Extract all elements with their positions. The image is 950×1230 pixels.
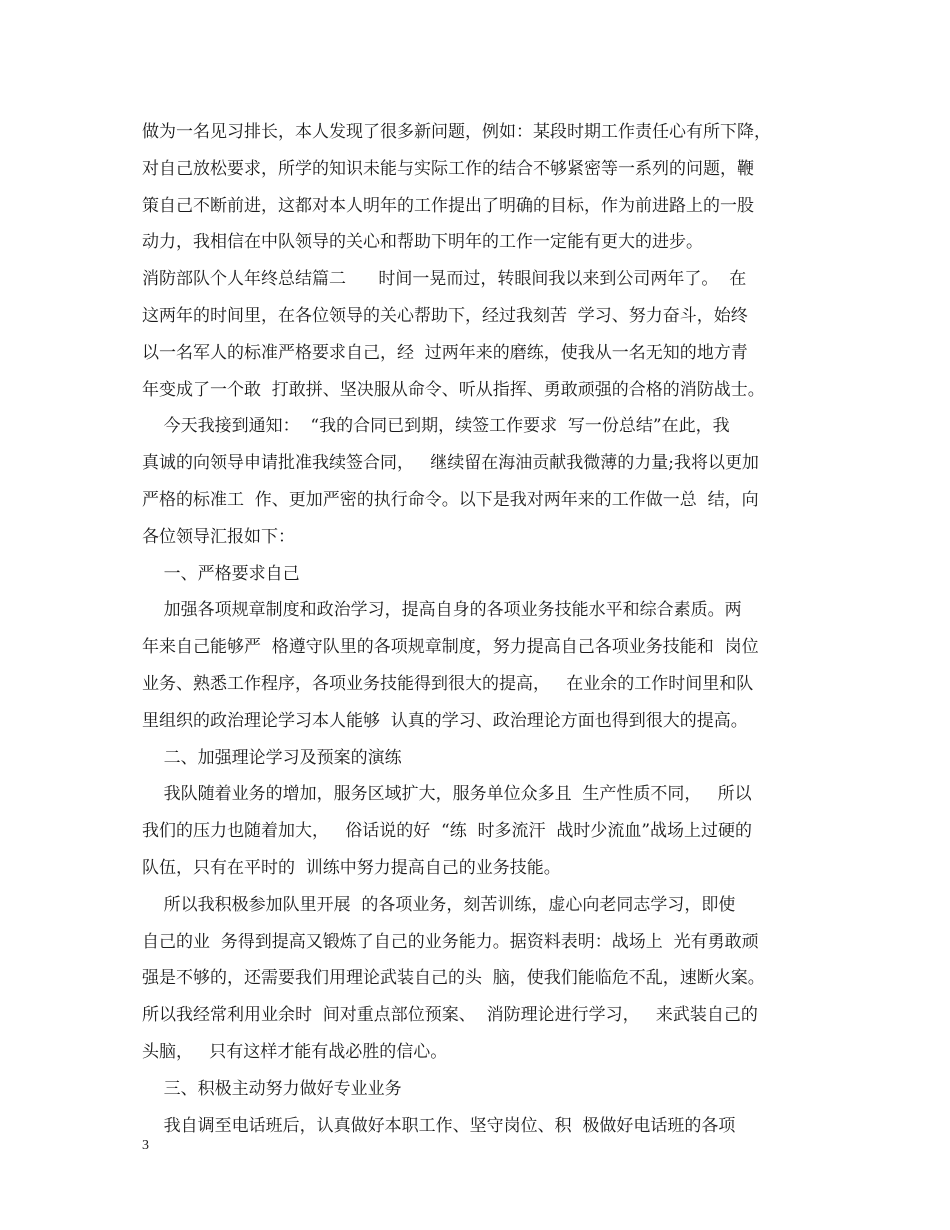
text-line: 我队随着业务的增加，服务区域扩大，服务单位众多且 生产性质不同， 所以	[142, 784, 752, 805]
text-line: 所以我经常利用业余时 间对重点部位预案、 消防理论进行学习， 来武装自己的	[142, 1005, 758, 1026]
text-line: 我们的压力也随着加大， 俗话说的好 “练 时多流汗 战时少流血”战场上过硬的	[142, 821, 753, 842]
text-line: 对自己放松要求，所学的知识未能与实际工作的结合不够紧密等一系列的问题，鞭	[142, 158, 754, 179]
text-line: 做为一名见习排长，本人发现了很多新问题，例如：某段时期工作责任心有所下降，	[142, 122, 771, 142]
subheading-line: 二、加强理论学习及预案的演练	[142, 747, 402, 768]
text-line: 动力，我相信在中队领导的关心和帮助下明年的工作一定能有更大的进步。	[142, 232, 703, 253]
text-line: 以一名军人的标准严格要求自己，经 过两年来的磨练，使我从一名无知的地方青	[142, 342, 748, 363]
text-line: 真诚的向领导申请批准我续签合同， 继续留在海油贡献我微薄的力量;我将以更加	[142, 453, 759, 474]
text-line: 队伍，只有在平时的 训练中努力提高自己的业务技能。	[142, 857, 561, 878]
text-line: 严格的标准工 作、更加严密的执行命令。以下是我对两年来的工作做一总 结，向	[142, 489, 759, 510]
text-line: 里组织的政治理论学习本人能够 认真的学习、政治理论方面也得到很大的提高。	[142, 710, 748, 731]
text-line: 今天我接到通知： “我的合同已到期，续签工作要求 写一份总结”在此，我	[142, 416, 730, 437]
text-line: 头脑， 只有这样才能有战必胜的信心。	[142, 1041, 448, 1062]
text-line: 业务、熟悉工作程序，各项业务技能得到很大的提高， 在业余的工作时间里和队	[142, 673, 754, 694]
text-line: 所以我积极参加队里开展 的各项业务，刻苦训练，虚心向老同志学习，即使	[142, 894, 736, 915]
text-line: 强是不够的，还需要我们用理论武装自己的头 脑，使我们能临危不乱，速断火案。	[142, 968, 765, 989]
section-heading-line: 消防部队个人年终总结篇二 时间一晃而过，转眼间我以来到公司两年了。 在	[142, 269, 747, 290]
page-number: 3	[142, 1138, 149, 1153]
body-text	[142, 114, 822, 1144]
subheading-line: 一、严格要求自己	[142, 563, 300, 584]
text-line: 自己的业 务得到提高又锻炼了自己的业务能力。据资料表明：战场上 光有勇敢顽	[142, 931, 759, 952]
text-line: 加强各项规章制度和政治学习，提高自身的各项业务技能水平和综合素质。两	[142, 600, 742, 621]
text-line: 这两年的时间里，在各位领导的关心帮助下，经过我刻苦 学习、努力奋斗，始终	[142, 305, 748, 326]
text-line: 年变成了一个敢 打敢拼、坚决服从命令、听从指挥、勇敢顽强的合格的消防战士。	[142, 379, 765, 400]
text-line: 策自己不断前进，这都对本人明年的工作提出了明确的目标，作为前进路上的一股	[142, 195, 754, 216]
text-line: 我自调至电话班后，认真做好本职工作、坚守岗位、积 极做好电话班的各项	[142, 1115, 736, 1136]
text-line: 各位领导汇报如下：	[142, 526, 295, 547]
text-line: 年来自己能够严 格遵守队里的各项规章制度，努力提高自己各项业务技能和 岗位	[142, 637, 759, 658]
subheading-line: 三、积极主动努力做好专业业务	[142, 1078, 402, 1099]
